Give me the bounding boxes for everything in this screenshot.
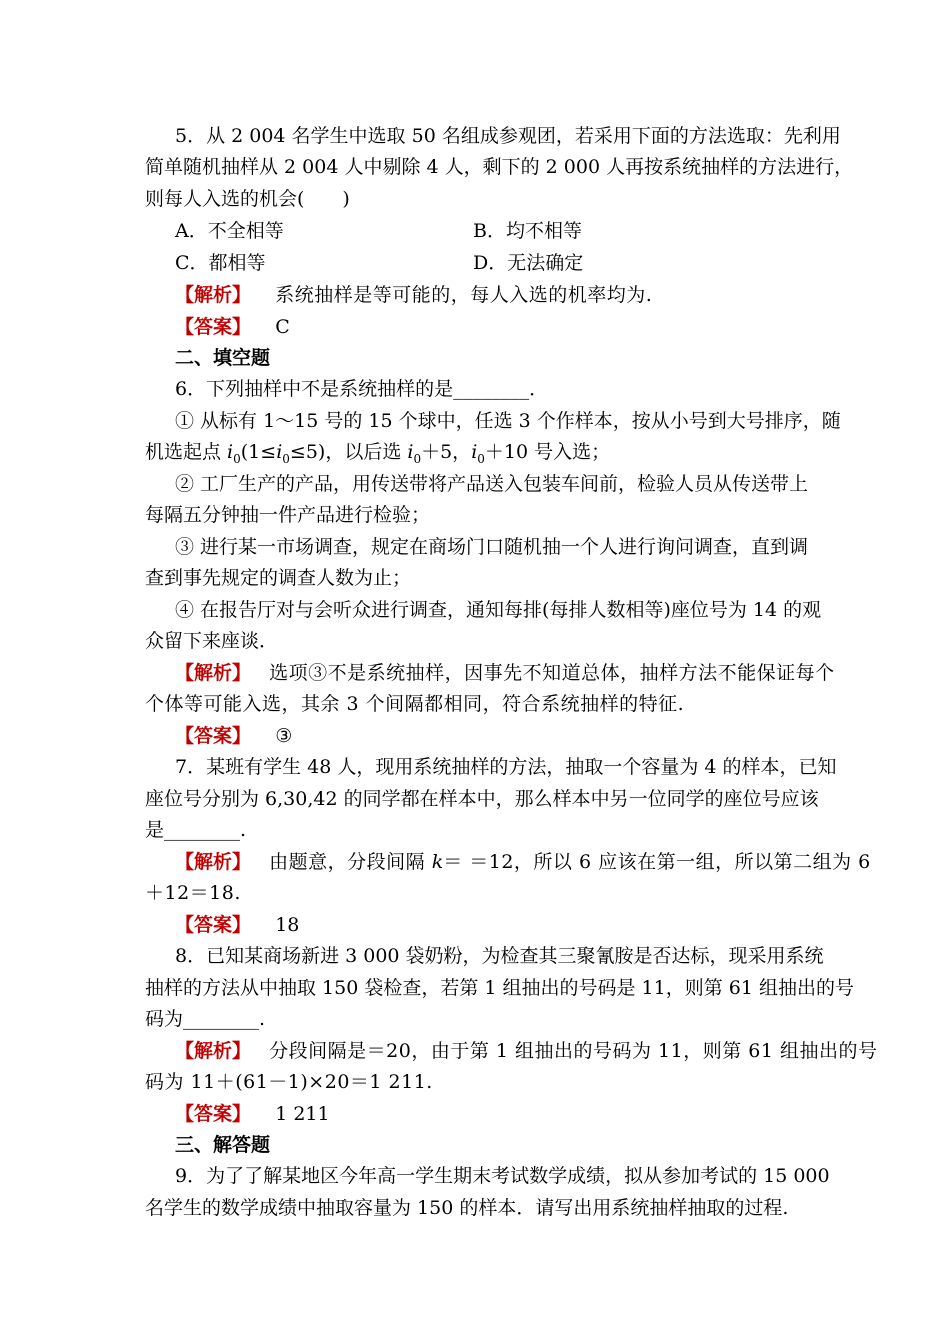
analysis-text: ＝ ＝12，所以 6 应该在第一组，所以第二组为 6: [443, 851, 871, 873]
q8-analysis: [175, 1038, 877, 1064]
q6-line-6: ③ 进行某一市场调查，规定在商场门口随机抽一个人进行询问调查，直到调: [175, 536, 809, 558]
q6-line-8: ④ 在报告厅对与会听众进行调查，通知每排(每排人数相等)座位号为 14 的观: [175, 599, 822, 621]
q8-line-2: 抽样的方法从中抽取 150 袋检查，若第 1 组抽出的号码是 11，则第 61 组抽出的号: [145, 977, 854, 999]
analysis-tag: 【解析】: [175, 284, 252, 306]
q6-line-3: [145, 439, 610, 472]
analysis-tag: 【解析】: [175, 662, 252, 684]
q7-line-1: 7．某班有学生 48 人，现用系统抽样的方法，抽取一个容量为 4 的样本，已知: [175, 756, 837, 778]
answer-text: C: [275, 316, 290, 338]
q5-line-3: 则每人入选的机会( ): [145, 188, 350, 210]
answer-tag: 【答案】: [175, 725, 252, 747]
q7-analysis-cont: ＋12＝18.: [145, 882, 241, 904]
q6-analysis-cont: 个体等可能入选，其余 3 个间隔都相同，符合系统抽样的特征.: [145, 693, 685, 715]
analysis-text: 分段间隔是＝20，由于第 1 组抽出的号码为 11，则第 61 组抽出的号: [269, 1040, 878, 1062]
q6-line-4: ② 工厂生产的产品，用传送带将产品送入包装车间前，检验人员从传送带上: [175, 473, 809, 495]
q9-line-2: 名学生的数学成绩中抽取容量为 150 的样本．请写出用系统抽样抽取的过程.: [145, 1197, 789, 1219]
sub-0: 0: [413, 451, 422, 466]
answer-text: 1 211: [275, 1103, 330, 1125]
q5-option-a: A．不全相等: [175, 220, 284, 242]
q5-answer: [175, 314, 290, 340]
section-solve-heading: 三、解答题: [175, 1134, 271, 1156]
q5-line-1: 5．从 2 004 名学生中选取 50 名组成参观团，若采用下面的方法选取：先利用: [175, 125, 841, 147]
sub-0: 0: [282, 451, 290, 466]
q6-analysis: [175, 660, 835, 686]
q9-line-1: 9．为了了解某地区今年高一学生期末考试数学成绩，拟从参加考试的 15 000: [175, 1165, 830, 1187]
q7-analysis: [175, 849, 871, 875]
q8-analysis-cont: 码为 11＋(61－1)×20＝1 211.: [145, 1071, 433, 1093]
q7-line-2: 座位号分别为 6,30,42 的同学都在样本中，那么样本中另一位同学的座位号应该: [145, 788, 819, 810]
q8-line-3: 码为________.: [145, 1008, 266, 1030]
section-fill-in-heading: 二、填空题: [175, 347, 271, 369]
answer-tag: 【答案】: [175, 1103, 252, 1125]
q6-line-5: 每隔五分钟抽一件产品进行检验；: [145, 504, 431, 526]
q6-l3-text: (1≤: [240, 441, 277, 463]
q6-line-1: 6．下列抽样中不是系统抽样的是________．: [175, 378, 549, 400]
q5-option-c: C．都相等: [175, 252, 266, 274]
q6-l3-text: ≤5)，以后选: [289, 441, 408, 463]
q6-l3-text: 机选起点: [145, 441, 228, 463]
analysis-text: 系统抽样是等可能的，每人入选的机率均为.: [275, 284, 653, 306]
answer-text: 18: [275, 914, 300, 936]
q5-option-d: D．无法确定: [473, 252, 584, 274]
q8-answer: [175, 1101, 330, 1127]
answer-tag: 【答案】: [175, 914, 252, 936]
analysis-tag: 【解析】: [175, 851, 252, 873]
var-i: i: [407, 441, 414, 463]
sub-0: 0: [233, 451, 241, 466]
analysis-text: 由题意，分段间隔: [269, 851, 432, 873]
var-i: i: [227, 441, 234, 463]
q6-l3-text: ＋5，: [421, 441, 472, 463]
answer-tag: 【答案】: [175, 316, 252, 338]
q8-line-1: 8．已知某商场新进 3 000 袋奶粉，为检查其三聚氰胺是否达标，现采用系统: [175, 945, 824, 967]
q5-analysis: [175, 282, 652, 308]
analysis-text: 选项③不是系统抽样，因事先不知道总体，抽样方法不能保证每个: [269, 662, 835, 684]
q7-answer: [175, 912, 299, 938]
analysis-tag: 【解析】: [175, 1040, 252, 1062]
var-k: k: [431, 851, 444, 873]
q6-line-7: 查到事先规定的调查人数为止；: [145, 567, 412, 589]
q6-line-9: 众留下来座谈．: [145, 630, 279, 652]
q6-l3-text: ＋10 号入选；: [484, 441, 611, 463]
answer-text: ③: [275, 725, 293, 747]
q6-answer: [175, 723, 292, 749]
q6-line-2: ① 从标有 1～15 号的 15 个球中，任选 3 个作样本，按从小号到大号排序，随: [175, 410, 841, 432]
sub-0: 0: [477, 451, 485, 466]
q5-line-2: 简单随机抽样从 2 004 人中剔除 4 人，剩下的 2 000 人再按系统抽样的方法进行，: [145, 156, 854, 178]
q5-option-b: B．均不相等: [473, 220, 582, 242]
q7-line-3: 是________.: [145, 819, 247, 841]
var-i: i: [471, 441, 478, 463]
var-i: i: [276, 441, 283, 463]
